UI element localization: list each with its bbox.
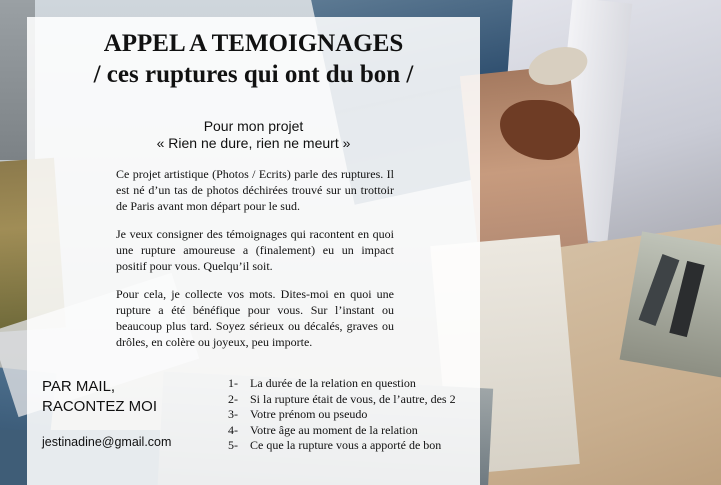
list-item-text: Ce que la rupture vous a apporté de bon [250,438,442,453]
list-item [228,423,456,439]
paragraph-purpose: Je veux consigner des témoignages qui racontent en quoi une rupture amoureuse a (finalement) eu un impact positif pour vous. Quelqu’il soit. [116,227,394,273]
contact-heading-line-1: PAR MAIL, [42,378,116,395]
list-item [228,376,456,392]
list-item-number: 3- [228,407,238,422]
list-item [228,407,456,423]
title-line-1: APPEL A TEMOIGNAGES [103,30,404,57]
checklist [228,376,456,454]
subtitle-line-2: « Rien ne dure, rien ne meurt » [156,135,351,151]
list-item-text: Si la rupture était de vous, de l’autre, des 2 [250,391,456,406]
title-line-2: / ces ruptures qui ont du bon / [93,61,414,88]
list-item-number: 1- [228,376,238,391]
list-item-text: Votre âge au moment de la relation [250,422,418,437]
list-item [228,392,456,408]
list-item-text: La durée de la relation en question [250,376,416,391]
list-item-number: 2- [228,391,238,406]
paragraph-intro: Ce projet artistique (Photos / Ecrits) parle des ruptures. Il est né d’un tas de photos déchirées trouvé sur un trottoir de Paris avant mon départ pour le sud. [116,167,394,213]
list-item-number: 5- [228,438,238,453]
list-item [228,438,456,454]
list-item-text: Votre prénom ou pseudo [250,407,368,422]
paragraph-request: Pour cela, je collecte vos mots. Dites-moi en quoi une rupture a été bénéfique pour vous. Sur l’instant ou beaucoup plus tard. Soyez sérieux ou décalés, graves ou drôles, en colère ou joyeux, peu importe. [116,287,394,349]
list-item-number: 4- [228,422,238,437]
contact-email[interactable]: jestinadine@gmail.com [42,435,172,449]
subtitle-line-1: Pour mon projet [203,118,304,134]
contact-heading-line-2: RACONTEZ MOI [42,398,157,415]
